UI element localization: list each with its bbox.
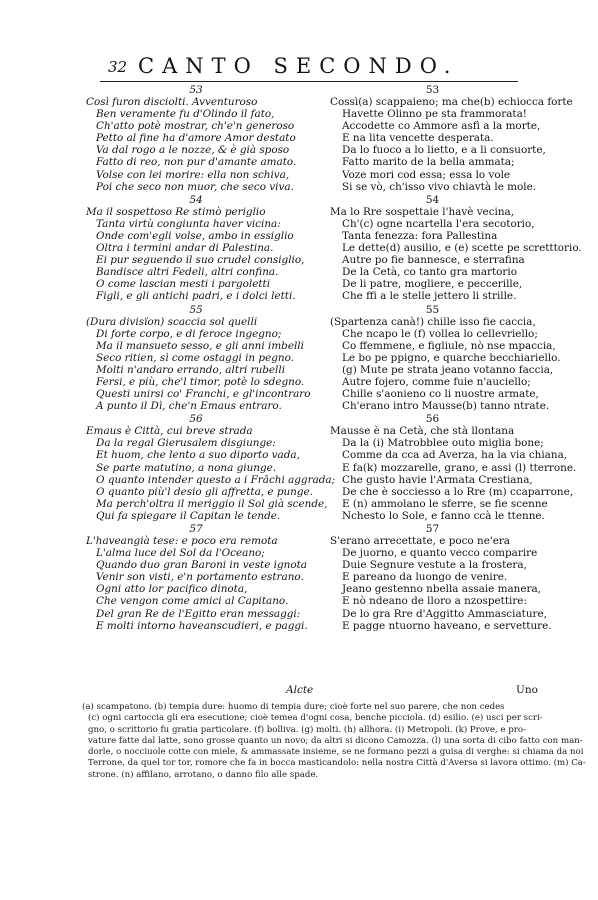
verse-line: Volse con lei morire: ella non schiva, (96, 168, 290, 181)
stanza-number: 57 (425, 523, 440, 535)
verse-line: Ben veramente fu d'Olindo il fato, (96, 108, 275, 121)
footnote-line: gno, o scrittorio fu gratia particolare. (f) bolliva. (g) molti. (h) allhora. (i) Metropoli. (k) Prove, e pro- (88, 724, 526, 735)
verse-line: Questi unirsi co' Franchi, e gl'incontraro (96, 388, 311, 401)
verse-line: Fatto di reo, non pur d'amante amato. (96, 156, 297, 169)
verse-line: Ogni atto lor pacifico dinota, (96, 583, 248, 596)
verse-line: Del gran Re de l'Egitto eran messaggi: (96, 607, 301, 620)
verse-line: (Spartenza canà!) chille isso fie caccia, (330, 315, 536, 328)
verse-line: De lo gra Rre d'Aggitto Ammasciature, (342, 607, 547, 620)
header-rule (100, 81, 518, 82)
verse-line: L'alma luce del Sol da l'Oceano; (96, 547, 265, 560)
neapolitan-text-column (330, 84, 582, 633)
verse-line: Autre fojero, comme fuie n'auciello; (342, 375, 531, 388)
footnote-line: Terrone, da quel tor tor, romore che fa in bocca masticandolo: nella nostra Città d'Aversa si lavora ottimo. (m) Ca- (88, 758, 586, 769)
footnote-line: strone. (n) affilano, arrotano, o danno filo alle spade. (88, 769, 319, 780)
verse-line: Emaus è Città, cui breve strada (86, 425, 253, 438)
stanza-number: 57 (189, 523, 203, 535)
catchword-right: Uno (516, 684, 538, 696)
verse-line: Seco ritien, sì come ostaggi in pegno. (96, 351, 294, 364)
verse-line: De juorno, e quanto vecco comparire (342, 547, 538, 560)
stanza-number: 53 (425, 84, 440, 96)
verse-line: De che è socciesso a lo Rre (m) ccaparrone, (342, 485, 574, 498)
verse-line: Onde com'egli volse, ambo in essiglio (96, 229, 294, 242)
verse-line: Tanta virtù congiunta haver vicina: (96, 217, 281, 230)
verse-line: Mausse è na Cetà, che stà llontana (330, 425, 515, 438)
verse-line: E na lita vencette desperata. (342, 132, 494, 145)
verse-line: De la Cetà, co tanto gra martorio (342, 266, 517, 279)
verse-line: E (n) ammolano le sferre, se fie scenne (342, 497, 548, 510)
verse-line: Co ffemmene, e figliule, nò nse mpaccia, (342, 339, 556, 352)
verse-line: Ma il mansueto sesso, e gli anni imbelli (96, 339, 304, 352)
neapolitan-stanza (330, 193, 582, 303)
stanza-number: 53 (189, 84, 203, 96)
stanza-number: 55 (189, 303, 203, 316)
verse-line: Autre po fie bannesce, e sterrafina (342, 254, 525, 267)
verse-line: E fa(k) mozzarelle, grano, e assi (l) tterrone. (342, 461, 577, 474)
verse-line: Et huom, che lento a suo diporto vada, (96, 449, 300, 462)
verse-line: Bandisce altri Fedeli, altri confina. (96, 266, 279, 279)
verse-line: O quanto più'l desio gli affretta, e punge. (96, 485, 313, 498)
verse-line: Fersi, e più, che'l timor, potè lo sdegno. (96, 375, 305, 388)
catchword-left: Alcte (286, 684, 314, 696)
italian-stanza (86, 413, 336, 522)
verse-line: Così furon disciolti. Avventuroso (86, 96, 258, 108)
verse-line: Havette Olinno pe sta frammorata! (342, 108, 527, 121)
verse-line: L'haveangià tese: e poco era remota (86, 535, 278, 547)
verse-line: O quanto intender questo a i Frāchi aggrada; (96, 473, 336, 486)
verse-line: E nò ndeano de lloro a nzospettire: (342, 595, 527, 608)
verse-line: Si se vò, ch'isso vivo chiavtà le mole. (342, 180, 537, 193)
neapolitan-stanza (330, 84, 573, 193)
verse-line: E pagge ntuorno haveano, e servetture. (342, 619, 552, 632)
verse-line: Chille s'aonieno co li nuostre armate, (342, 388, 539, 401)
verse-line: O come lascian mesti i pargoletti (96, 278, 271, 291)
verse-line: Da la regal Gierusalem disgiunge: (96, 437, 276, 450)
verse-line: Da la (i) Matrobblee outo miglia bone; (342, 437, 544, 450)
verse-line: Le dette(d) ausilio, e (e) scette pe scretttorio. (342, 242, 582, 255)
verse-line: Tanta fenezza: fora Pallestina (342, 229, 498, 242)
verse-line: Figli, e gli antichi padri, e i dolci letti. (96, 290, 296, 303)
footnote-line: (c) ogni cartoccia gli era esecutione; cioè temea d'ogni cosa, benche picciola. (d) esilio. (e) usci per scri- (88, 713, 543, 724)
verse-line: Di forte corpo, e di feroce ingegno; (96, 327, 282, 340)
verse-line: Ma il sospettoso Re stimò periglio (86, 205, 266, 218)
verse-line: Va dal rogo a le nozze, & è già sposo (96, 144, 290, 157)
italian-text-column (86, 84, 336, 633)
verse-line: A punto il Dì, che'n Emaus entraro. (96, 400, 282, 413)
verse-line: Comme da cca ad Averza, ha la via chiana, (342, 449, 568, 462)
footnote-line: dorle, o nocciuole cotte con miele, & ammassate insieme, se ne formano pezzi a guisa di verghe: si chiama da noi (88, 747, 584, 758)
verse-line: Che vengon come amici al Capitano. (96, 595, 289, 608)
verse-line: Ch'(c) ogne ncartella l'era secotorio, (342, 217, 535, 230)
verse-line: Petto al fine ha d'amore Amor destato (96, 132, 296, 145)
italian-stanza (86, 84, 306, 193)
italian-stanza (86, 303, 311, 413)
stanza-number: 56 (425, 413, 440, 426)
verse-line: Ma perch'oltra il meriggio il Sol già scende, (96, 497, 328, 510)
page-number: 32 (108, 58, 128, 76)
verse-line: Venir son visti, e'n portamento estrano. (96, 571, 304, 584)
verse-line: De li patre, mogliere, e peccerille, (342, 278, 523, 291)
verse-line: Che ncapo le (f) vollea lo cellevriello; (342, 327, 538, 340)
footnote-line: vature fatte dal latte, sono grosse quanto un novo; da altri si dicono Camozza. (l) una sorta di cibo fatto con man- (88, 735, 583, 746)
page-title: CANTO SECONDO. (138, 54, 459, 78)
verse-line: Ch'erano intro Mausse(b) tanno ntrate. (342, 400, 550, 413)
verse-line: Accodette co Ammore asfì a la morte, (342, 120, 541, 133)
italian-stanza (86, 523, 306, 632)
verse-line: S'erano arrecettate, e poco ne'era (330, 535, 511, 547)
verse-line: Oltra i termini andar di Palestina. (96, 242, 274, 255)
verse-line: Fatto marito de la bella ammata; (342, 156, 515, 169)
verse-line: Nchesto lo Sole, e fanno ccà le ttenne. (342, 509, 545, 522)
verse-line: Molti n'andaro errando, altri rubelli (96, 363, 286, 376)
footnotes (82, 702, 586, 781)
verse-line: E pareano da luongo de venire. (342, 571, 508, 584)
verse-line: Quando duo gran Baroni in veste ignota (96, 559, 307, 572)
neapolitan-stanza (330, 303, 561, 413)
verse-line: Duie Segnure vestute a la frostera, (342, 559, 527, 572)
footnote-line: (a) scampatono. (b) tempia dure: huomo di tempia dure; cioè forte nel suo parere, che non cedes (82, 702, 505, 712)
italian-stanza (86, 194, 306, 303)
verse-line: Ma lo Rre sospettaie l'havè vecina, (330, 205, 515, 218)
verse-line: Jeano gestenno nbella assaie manera, (342, 583, 541, 596)
verse-line: Ei pur seguendo il suo crudel consiglio, (96, 254, 305, 267)
stanza-number: 56 (189, 413, 203, 426)
verse-line: Poi che seco non muor, che seco viva. (96, 180, 294, 193)
verse-line: Ch'atto potè mostrar, ch'e'n generoso (96, 120, 295, 133)
verse-line: (g) Mute pe strata jeano votanno faccia, (342, 363, 554, 376)
verse-line: Voze mori cod essa; essa lo vole (342, 168, 511, 181)
verse-line: (Dura divisïon) scaccia sol quelli (86, 315, 258, 328)
verse-line: Cossì(a) scappaieno; ma che(b) echiocca forte (330, 96, 573, 108)
verse-line: Che ffi a le stelle jettero li strille. (342, 290, 517, 303)
neapolitan-stanza (330, 523, 552, 632)
verse-line: Da lo fuoco a lo lietto, e a li consuorte, (342, 144, 546, 157)
stanza-number: 54 (189, 193, 203, 206)
verse-line: Qui fa spiegare il Capitan le tende. (96, 509, 281, 522)
verse-line: Le bo pe ppigno, e quarche becchiariello. (342, 351, 561, 364)
stanza-number: 54 (425, 193, 440, 206)
verse-line: Che gusto havie l'Armata Crestiana, (342, 473, 533, 486)
neapolitan-stanza (330, 413, 577, 522)
verse-line: E molti intorno haveanscudieri, e paggi. (96, 619, 308, 632)
stanza-number: 55 (425, 303, 440, 316)
verse-line: Se parte matutino, a nona giunge. (96, 461, 277, 474)
